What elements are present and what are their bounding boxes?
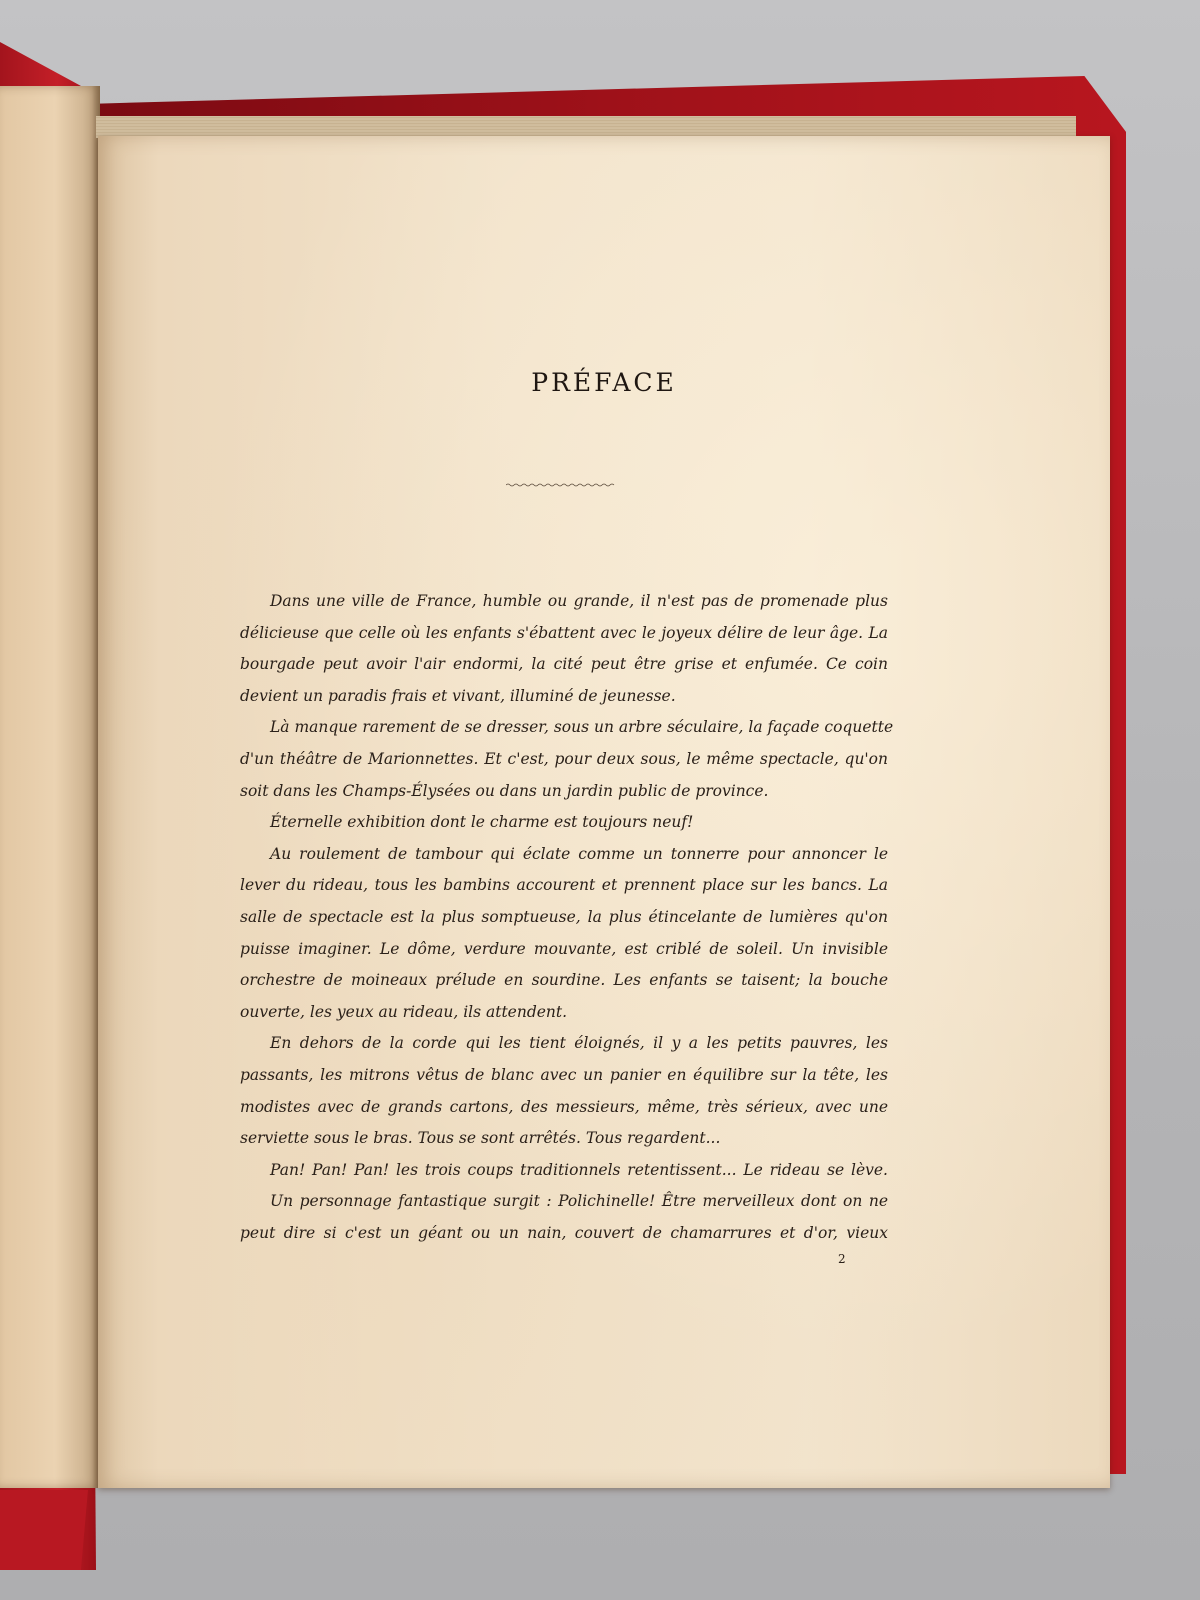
- page-number: 2: [838, 1252, 846, 1266]
- text-line: soit dans les Champs-Élysées ou dans un jardin public de province.: [240, 781, 769, 800]
- text-line: devient un paradis frais et vivant, illuminé de jeunesse.: [240, 686, 676, 705]
- page-title: PRÉFACE: [531, 368, 677, 397]
- text-line: lever du rideau, tous les bambins accourent et prennent place sur les bancs. La: [240, 876, 888, 895]
- left-page-edge: [0, 86, 100, 1488]
- text-line: Un personnage fantastique surgit : Polichinelle! Être merveilleux dont on ne: [270, 1192, 888, 1211]
- text-line: passants, les mitrons vêtus de blanc avec un panier en équilibre sur la tête, les: [240, 1065, 888, 1084]
- text-line: d'un théâtre de Marionnettes. Et c'est, pour deux sous, le même spectacle, qu'on: [240, 749, 888, 768]
- text-line: peut dire si c'est un géant ou un nain, couvert de chamarrures et d'or, vieux: [240, 1223, 888, 1242]
- text-line: Pan! Pan! Pan! les trois coups traditionnels retentissent... Le rideau se lève.: [270, 1160, 888, 1179]
- text-line: En dehors de la corde qui les tient éloignés, il y a les petits pauvres, les: [270, 1034, 888, 1053]
- text-line: bourgade peut avoir l'air endormi, la cité peut être grise et enfumée. Ce coin: [240, 655, 888, 674]
- text-line: Là manque rarement de se dresser, sous un arbre séculaire, la façade coquette: [270, 718, 894, 737]
- text-line: délicieuse que celle où les enfants s'ébattent avec le joyeux délire de leur âge. La: [240, 623, 888, 642]
- text-line: orchestre de moineaux prélude en sourdine. Les enfants se taisent; la bouche: [240, 971, 888, 990]
- text-line: Éternelle exhibition dont le charme est toujours neuf!: [270, 813, 694, 832]
- cover-cloth-bottom-left: [0, 1490, 88, 1570]
- preface-page: [98, 136, 1110, 1488]
- text-line: modistes avec de grands cartons, des messieurs, même, très sérieux, avec une: [240, 1097, 888, 1116]
- text-line: Au roulement de tambour qui éclate comme un tonnerre pour annoncer le: [270, 844, 888, 863]
- text-line: salle de spectacle est la plus somptueuse, la plus étincelante de lumières qu'on: [240, 907, 888, 926]
- page-edges: [96, 116, 1076, 138]
- text-line: ouverte, les yeux au rideau, ils attendent.: [240, 1002, 568, 1021]
- text-line: serviette sous le bras. Tous se sont arrêtés. Tous regardent...: [240, 1129, 721, 1148]
- text-line: Dans une ville de France, humble ou grande, il n'est pas de promenade plus: [270, 592, 888, 610]
- wavy-rule-ornament: [506, 482, 616, 488]
- preface-text: [240, 586, 894, 1249]
- text-line: puisse imaginer. Le dôme, verdure mouvante, est criblé de soleil. Un invisible: [240, 939, 888, 958]
